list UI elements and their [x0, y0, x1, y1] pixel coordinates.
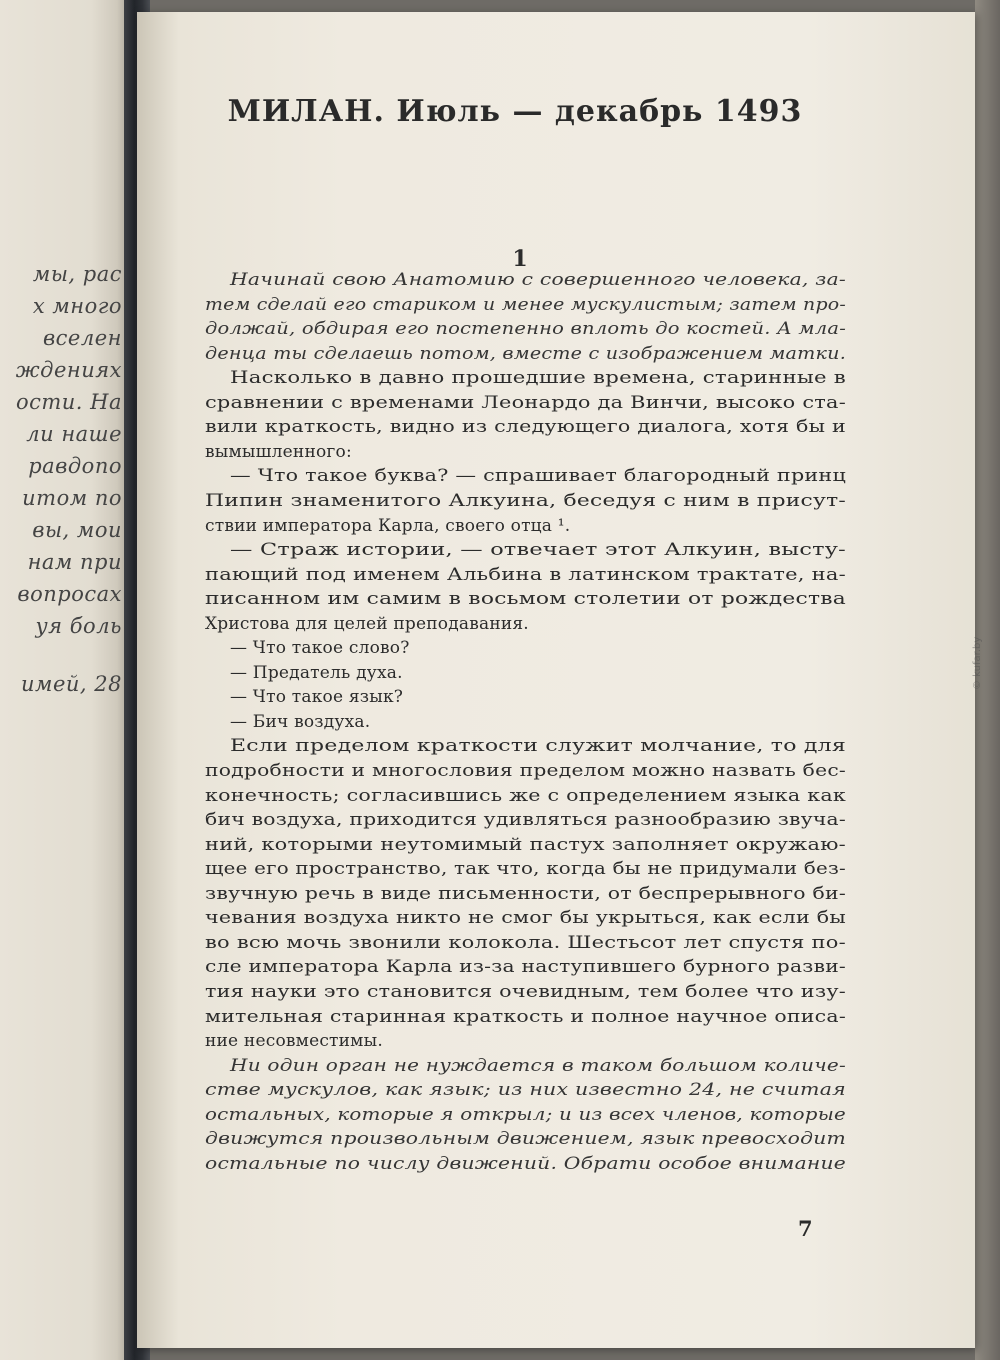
- left-page-fragment: вопросах: [17, 582, 122, 606]
- text-line: вымышленного:: [205, 441, 352, 462]
- text-line: сравнении с временами Леонардо да Винчи, высоко ста-: [205, 392, 846, 413]
- text-line: остальных, которые я открыл; и из всех членов, которые: [205, 1104, 846, 1125]
- chapter-number: 1: [512, 246, 528, 272]
- text-line: Христова для целей преподавания.: [205, 613, 529, 634]
- text-line: тия науки это становится очевидным, тем более что изу-: [205, 981, 846, 1002]
- text-line: — Что такое язык?: [230, 687, 404, 708]
- text-line: движутся произвольным движением, язык превосходит: [205, 1129, 846, 1150]
- left-page-fragment: вселен: [42, 326, 122, 350]
- left-page-fragment: равдопо: [28, 454, 122, 478]
- text-line: во всю мочь звонили колокола. Шестьсот лет спустя по-: [205, 932, 846, 953]
- text-line: пающий под именем Альбина в латинском трактате, на-: [205, 564, 846, 585]
- left-page: [0, 0, 130, 1360]
- text-line: вили краткость, видно из следующего диалога, хотя бы и: [205, 417, 846, 438]
- text-line: чевания воздуха никто не смог бы укрыться, как если бы: [205, 908, 846, 929]
- left-page-fragment: х много: [32, 294, 122, 318]
- text-line: ний, которыми неутомимый пастух заполняет окружаю-: [205, 834, 846, 855]
- left-page-fragment: итом по: [22, 486, 122, 510]
- text-line: — Что такое слово?: [230, 638, 410, 659]
- page-number: 7: [798, 1216, 813, 1241]
- text-line: — Предатель духа.: [230, 662, 403, 683]
- text-line: сле императора Карла из-за наступившего бурного разви-: [205, 957, 846, 978]
- left-page-fragment: ли наше: [26, 422, 122, 446]
- chapter-heading: МИЛАН. Июль — декабрь 1493: [227, 94, 803, 129]
- left-page-fragment: ждениях: [15, 358, 122, 382]
- text-line: подробности и многословия пределом можно назвать бес-: [205, 761, 846, 781]
- text-line: остальные по числу движений. Обрати особое внимание: [205, 1153, 846, 1174]
- left-page-fragment: мы, рас: [32, 262, 122, 286]
- text-line: мительная старинная краткость и полное научное описа-: [205, 1006, 846, 1027]
- text-line: конечность; согласившись же с определением языка как: [205, 785, 846, 806]
- left-page-fragment: уя боль: [35, 614, 122, 638]
- text-line: ствии императора Карла, своего отца ¹.: [205, 515, 571, 536]
- left-page-fragment: вы, мои: [32, 518, 122, 542]
- text-line: — Бич воздуха.: [230, 711, 371, 732]
- left-page-fragment: имей, 28: [21, 672, 122, 696]
- text-line: Пипин знаменитого Алкуина, беседуя с ним в присут-: [205, 490, 846, 511]
- text-line: Если пределом краткости служит молчание, то для: [230, 736, 846, 757]
- text-line: бич воздуха, приходится удивляться разнообразию звуча-: [205, 810, 846, 831]
- text-line: Насколько в давно прошедшие времена, старинные в: [230, 368, 846, 389]
- text-line: стве мускулов, как язык; из них известно 24, не считая: [205, 1080, 846, 1101]
- text-line: — Что такое буква? — спрашивает благородный принц: [230, 466, 846, 487]
- left-page-fragment: нам при: [27, 550, 122, 574]
- text-line: ние несовместимы.: [205, 1031, 383, 1052]
- left-page-fragment: ости. На: [15, 390, 122, 414]
- text-line: тем сделай его стариком и менее мускулистым; затем про-: [205, 294, 846, 315]
- text-line: Ни один орган не нуждается в таком большом количе-: [230, 1055, 846, 1076]
- text-line: денца ты сделаешь потом, вместе с изображением матки.: [205, 343, 846, 364]
- text-line: звучную речь в виде письменности, от беспрерывного би-: [205, 883, 846, 904]
- text-line: писанном им самим в восьмом столетии от рождества: [205, 589, 846, 610]
- text-line: должай, обдирая его постепенно вплоть до костей. А мла-: [205, 319, 846, 340]
- text-line: — Страж истории, — отвечает этот Алкуин, высту-: [230, 540, 846, 561]
- watermark: © kufar.by: [972, 636, 983, 690]
- text-line: Начинай свою Анатомию с совершенного человека, за-: [230, 270, 846, 290]
- text-line: щее его пространство, так что, когда бы не придумали без-: [205, 859, 846, 880]
